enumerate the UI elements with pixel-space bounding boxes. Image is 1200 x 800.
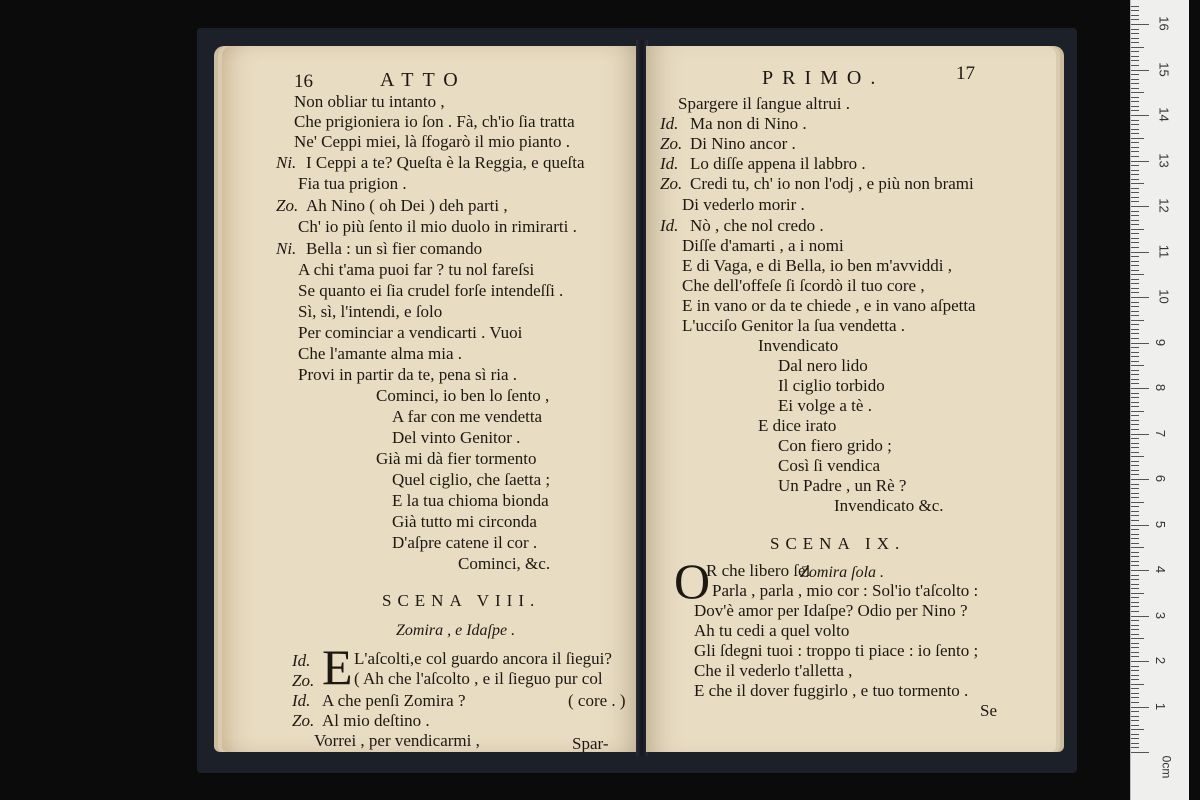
ruler-tick <box>1131 652 1139 653</box>
text-line: E di Vaga, e di Bella, io ben m'avviddi , <box>682 256 952 275</box>
ruler-number: 14 <box>1156 107 1172 122</box>
ruler-tick <box>1131 60 1139 61</box>
ruler-tick <box>1131 215 1139 216</box>
ruler-tick <box>1131 47 1144 48</box>
text-line: Spargere il ſangue altrui . <box>678 94 850 113</box>
ruler-tick <box>1131 484 1139 485</box>
ruler-tick <box>1131 534 1139 535</box>
ruler-tick <box>1131 616 1149 617</box>
ruler-tick <box>1131 415 1139 416</box>
ruler-tick <box>1131 520 1139 521</box>
ruler-tick <box>1131 211 1139 212</box>
ruler-tick <box>1131 429 1139 430</box>
ruler-number: 13 <box>1156 152 1172 168</box>
text-line: Che dell'offeſe ſi ſcordò il tuo core , <box>682 276 925 295</box>
ruler-tick <box>1131 597 1139 598</box>
text-line <box>660 216 824 236</box>
ruler-tick <box>1131 424 1139 425</box>
ruler-tick <box>1131 352 1139 353</box>
ruler-tick <box>1131 297 1149 298</box>
ruler-tick <box>1131 729 1144 730</box>
text-line <box>276 239 482 259</box>
ruler-tick <box>1131 547 1144 548</box>
speaker-label: Id. <box>292 691 311 710</box>
ruler-tick <box>1131 406 1139 407</box>
ruler-tick <box>1131 151 1139 152</box>
ruler-tick <box>1131 120 1139 121</box>
ruler-tick <box>1131 124 1139 125</box>
text-line: Che il vederlo t'alletta , <box>694 661 853 680</box>
ruler-tick <box>1131 229 1144 230</box>
ruler-number: 16 <box>1156 16 1172 31</box>
text-line: Di vederlo morir . <box>682 195 805 214</box>
ruler-tick <box>1131 242 1139 243</box>
ruler-tick <box>1131 29 1139 30</box>
ruler-tick <box>1131 315 1139 316</box>
ruler-tick <box>1131 347 1139 348</box>
ruler-tick <box>1131 611 1139 612</box>
ruler-tick <box>1131 447 1139 448</box>
ruler-number: 11 <box>1156 244 1172 258</box>
text-line: A far con me vendetta <box>392 407 543 426</box>
line-text: Al mio deſtino . <box>322 711 430 730</box>
text-line: Gli ſdegni tuoi : troppo ti piace : io ſento ; <box>694 641 979 660</box>
text-line: Che l'amante alma mia . <box>298 344 463 363</box>
ruler-tick <box>1131 452 1139 453</box>
text-line: Che prigioniera io ſon . Fà, ch'io ſia tratta <box>294 112 575 131</box>
text-line <box>660 174 974 194</box>
ruler-tick <box>1131 10 1139 11</box>
text-line: Dov'è amor per Idaſpe? Odio per Nino ? <box>694 601 968 620</box>
ruler-tick <box>1131 725 1139 726</box>
ruler-tick <box>1131 716 1139 717</box>
ruler-tick <box>1131 511 1139 512</box>
ruler-tick <box>1131 170 1139 171</box>
ruler-tick <box>1131 365 1144 366</box>
ruler-tick <box>1131 561 1139 562</box>
ruler-tick <box>1131 197 1139 198</box>
text-line <box>292 691 466 711</box>
ruler-tick <box>1131 279 1139 280</box>
ruler-tick <box>1131 675 1139 676</box>
ruler-tick <box>1131 56 1139 57</box>
line-text: Ah Nino ( oh Dei ) deh parti , <box>306 196 508 215</box>
ruler-tick <box>1131 752 1149 753</box>
ruler-tick <box>1131 261 1139 262</box>
speaker-label: Ni. <box>276 239 297 258</box>
ruler-number: 10 <box>1156 289 1172 304</box>
ruler-tick <box>1131 324 1139 325</box>
text-line: Provi in partir da te, pena sì ria . <box>298 365 518 384</box>
ruler-tick <box>1131 106 1139 107</box>
text-line: E che il dover fuggirlo , e tuo tormento . <box>694 681 969 700</box>
text-line <box>276 153 585 173</box>
ruler-tick <box>1131 620 1139 621</box>
ruler-tick <box>1131 252 1149 253</box>
ruler-tick <box>1131 707 1149 708</box>
ruler-tick <box>1131 593 1144 594</box>
line-text: Di Nino ancor . <box>690 134 796 153</box>
text-line <box>660 114 807 134</box>
ruler-tick <box>1131 579 1139 580</box>
ruler-tick <box>1131 142 1139 143</box>
ruler-tick <box>1131 156 1139 157</box>
text-line: Diſſe d'amarti , a i nomi <box>682 236 844 255</box>
ruler-tick <box>1131 192 1139 193</box>
ruler-tick <box>1131 602 1139 603</box>
speaker-label: Id. <box>660 114 679 133</box>
line-text: Ma non di Nino . <box>690 114 807 133</box>
ruler-number: 6 <box>1153 474 1169 483</box>
running-head: ATTO <box>380 69 467 91</box>
ruler-tick <box>1131 506 1139 507</box>
ruler-tick <box>1131 393 1139 394</box>
text-line: Dal nero lido <box>778 356 868 375</box>
ruler-tick <box>1131 397 1139 398</box>
scene-heading: SCENA VIII. <box>382 591 541 610</box>
text-line: Ah tu cedi a quel volto <box>694 621 850 640</box>
ruler-tick <box>1131 361 1139 362</box>
ruler-tick <box>1131 83 1139 84</box>
ruler-tick <box>1131 684 1144 685</box>
text-line: Sì, sì, l'intendi, e ſolo <box>298 302 443 321</box>
ruler-tick <box>1131 420 1139 421</box>
ruler-tick <box>1131 634 1139 635</box>
text-line: Con fiero grido ; <box>778 436 892 455</box>
ruler-tick <box>1131 575 1139 576</box>
ruler-number: 3 <box>1153 611 1169 619</box>
ruler-tick <box>1131 656 1139 657</box>
ruler-tick <box>1131 743 1139 744</box>
ruler-tick <box>1131 147 1139 148</box>
ruler-tick <box>1131 51 1139 52</box>
ruler-tick <box>1131 338 1139 339</box>
ruler-tick <box>1131 92 1144 93</box>
ruler-tick <box>1131 461 1139 462</box>
ruler-tick <box>1131 438 1139 439</box>
ruler-tick <box>1131 138 1144 139</box>
ruler-tick <box>1131 643 1139 644</box>
ruler-tick <box>1131 115 1149 116</box>
ruler-tick <box>1131 247 1139 248</box>
text-line: Vorrei , per vendicarmi , <box>314 731 480 750</box>
ruler-number: 5 <box>1153 520 1169 528</box>
ruler-tick <box>1131 529 1139 530</box>
text-line <box>660 134 796 154</box>
ruler-tick <box>1131 456 1144 457</box>
ruler-tick <box>1131 224 1139 225</box>
speaker-label: Ni. <box>276 153 297 172</box>
ruler-tick <box>1131 565 1139 566</box>
ruler-tick <box>1131 734 1139 735</box>
text-line: Ne' Ceppi miei, là ſfogarò il mio pianto . <box>294 132 570 151</box>
text-line <box>292 711 430 731</box>
text-line: L'ucciſo Genitor la ſua vendetta . <box>682 316 906 335</box>
ruler-tick <box>1131 388 1149 389</box>
ruler-tick <box>1131 174 1139 175</box>
ruler-tick <box>1131 97 1139 98</box>
ruler-tick <box>1131 292 1139 293</box>
text-line: Ei volge a tè . <box>778 396 872 415</box>
ruler-tick <box>1131 693 1139 694</box>
ruler-tick <box>1131 443 1139 444</box>
ruler-tick <box>1131 502 1144 503</box>
ruler-tick <box>1131 288 1139 289</box>
ruler-tick <box>1131 283 1139 284</box>
page-number: 16 <box>294 71 313 92</box>
text-line: A chi t'ama puoi far ? tu nol fareſsi <box>298 260 535 279</box>
ruler-tick <box>1131 552 1139 553</box>
ruler-tick <box>1131 638 1144 639</box>
ruler-tick <box>1131 101 1139 102</box>
text-line: Ch' io più ſento il mio duolo in rimirarti . <box>298 217 577 236</box>
text-line: Invendicato &c. <box>834 496 944 515</box>
scene-heading: SCENA IX. <box>770 534 906 553</box>
ruler-tick <box>1131 556 1139 557</box>
text-line: Parla , parla , mio cor : Sol'io t'aſcolto : <box>712 581 979 600</box>
ruler-tick <box>1131 543 1139 544</box>
line-text: Bella : un sì fier comando <box>306 239 483 258</box>
line-text: A che penſi Zomira ? <box>322 691 466 710</box>
ruler-tick <box>1131 188 1139 189</box>
ruler-tick <box>1131 383 1139 384</box>
running-head: PRIMO. <box>762 67 885 89</box>
line-text: I Ceppi a te? Queſta è la Reggia, e queſta <box>306 153 585 172</box>
ruler-tick <box>1131 370 1139 371</box>
text-line: ( Ah che l'aſcolto , e il ſieguo pur col <box>354 669 603 688</box>
ruler-tick <box>1131 320 1144 321</box>
text-line: Per cominciar a vendicarti . Vuoi <box>298 323 523 342</box>
text-line <box>660 154 866 174</box>
text-line: Fia tua prigion . <box>298 174 407 193</box>
ruler-tick <box>1131 24 1149 25</box>
ruler-tick <box>1131 479 1149 480</box>
ruler-number: 4 <box>1153 565 1169 574</box>
ruler-tick <box>1131 688 1139 689</box>
ruler-tick <box>1131 274 1144 275</box>
text-line <box>276 196 508 216</box>
ruler-tick <box>1131 711 1139 712</box>
ruler-tick <box>1131 233 1139 234</box>
left-page <box>222 46 638 752</box>
ruler-tick <box>1131 311 1139 312</box>
page-number: 17 <box>956 63 975 84</box>
ruler-tick <box>1131 70 1149 71</box>
ruler-number: 2 <box>1153 656 1169 665</box>
ruler-tick <box>1131 584 1139 585</box>
drop-capital: O <box>674 553 711 609</box>
ruler-tick <box>1131 88 1139 89</box>
speaker-label: Id. <box>660 154 679 173</box>
speaker-label: Zo. <box>276 196 299 215</box>
ruler-tick <box>1131 183 1144 184</box>
text-line: Un Padre , un Rè ? <box>778 476 907 495</box>
ruler-number: 15 <box>1156 61 1172 77</box>
ruler-tick <box>1131 110 1139 111</box>
ruler-tick <box>1131 302 1139 303</box>
text-line: Così ſi vendica <box>778 456 880 475</box>
ruler-tick <box>1131 65 1139 66</box>
ruler-number: 8 <box>1153 383 1169 392</box>
scene-subtitle: Zomira ſola . <box>800 564 885 581</box>
ruler-tick <box>1131 256 1139 257</box>
ruler-tick <box>1131 738 1139 739</box>
ruler-tick <box>1131 538 1139 539</box>
speaker-label: Zo. <box>660 174 683 193</box>
ruler-tick <box>1131 74 1139 75</box>
text-line: Invendicato <box>758 336 839 355</box>
ruler-tick <box>1131 6 1139 7</box>
text-line: Già tutto mi circonda <box>392 512 537 531</box>
ruler-tick <box>1131 201 1139 202</box>
ruler-tick <box>1131 179 1139 180</box>
ruler-unit-label: 0cm <box>1159 755 1174 779</box>
text-line: Del vinto Genitor . <box>392 428 521 447</box>
ruler-tick <box>1131 411 1144 412</box>
text-line: Già mi dà fier tormento <box>376 449 537 468</box>
ruler-tick <box>1131 15 1139 16</box>
ruler-tick <box>1131 402 1139 403</box>
ruler-tick <box>1131 434 1149 435</box>
ruler-number: 7 <box>1153 429 1169 437</box>
ruler-tick <box>1131 161 1149 162</box>
ruler-tick <box>1131 470 1139 471</box>
ruler-tick <box>1131 606 1139 607</box>
ruler-tick <box>1131 647 1139 648</box>
ruler-tick <box>1131 679 1139 680</box>
catchword: Se <box>980 701 997 720</box>
ruler-tick <box>1131 265 1139 266</box>
speaker-label: Zo. <box>292 671 315 690</box>
text-line: E la tua chioma bionda <box>392 491 549 510</box>
text-line: Il ciglio torbido <box>778 376 885 395</box>
ruler-tick <box>1131 19 1139 20</box>
ruler-tick <box>1131 306 1139 307</box>
ruler-tick <box>1131 220 1139 221</box>
ruler-tick <box>1131 747 1139 748</box>
line-text: Nò , che nol credo . <box>690 216 824 235</box>
ruler-tick <box>1131 702 1139 703</box>
ruler-tick <box>1131 515 1139 516</box>
text-line: D'aſpre catene il cor . <box>392 533 538 552</box>
ruler-tick <box>1131 379 1139 380</box>
ruler-tick <box>1131 343 1149 344</box>
ruler-tick <box>1131 629 1139 630</box>
right-page <box>646 46 1056 752</box>
ruler-tick <box>1131 493 1139 494</box>
ruler-tick <box>1131 474 1139 475</box>
ruler-tick <box>1131 356 1139 357</box>
ruler-tick <box>1131 625 1139 626</box>
speaker-label: Zo. <box>292 711 315 730</box>
ruler-tick <box>1131 33 1139 34</box>
scene-subtitle: Zomira , e Idaſpe . <box>396 622 516 639</box>
speaker-label: Id. <box>292 651 311 670</box>
text-line: Quel ciglio, che ſaetta ; <box>392 470 551 489</box>
line-text: Lo diſſe appena il labbro . <box>690 154 866 173</box>
text-line: ( core . ) <box>568 691 626 710</box>
ruler-tick <box>1131 79 1139 80</box>
text-line: Cominci, io ben lo ſento , <box>376 386 550 405</box>
ruler-number: 12 <box>1156 198 1172 213</box>
ruler-tick <box>1131 238 1139 239</box>
text-line: Cominci, &c. <box>458 554 551 573</box>
text-line: R che libero ſei <box>706 561 811 580</box>
ruler-tick <box>1131 333 1139 334</box>
ruler-tick <box>1131 670 1139 671</box>
ruler-tick <box>1131 666 1139 667</box>
ruler-tick <box>1131 720 1139 721</box>
ruler-tick <box>1131 133 1139 134</box>
ruler-tick <box>1131 206 1149 207</box>
ruler-tick <box>1131 465 1139 466</box>
ruler-tick <box>1131 525 1149 526</box>
measuring-ruler <box>1130 0 1189 800</box>
speaker-label: Id. <box>660 216 679 235</box>
ruler-tick <box>1131 38 1139 39</box>
ruler-tick <box>1131 497 1139 498</box>
ruler-tick <box>1131 270 1139 271</box>
text-line: E in vano or da te chiede , e in vano aſpetta <box>682 296 976 315</box>
ruler-number: 9 <box>1153 338 1169 346</box>
text-line: E dice irato <box>758 416 837 435</box>
drop-capital: E <box>322 639 353 695</box>
ruler-tick <box>1131 374 1139 375</box>
ruler-tick <box>1131 129 1139 130</box>
speaker-label: Zo. <box>660 134 683 153</box>
ruler-tick <box>1131 165 1139 166</box>
text-line: Non obliar tu intanto , <box>294 92 445 111</box>
ruler-tick <box>1131 488 1139 489</box>
ruler-tick <box>1131 570 1149 571</box>
catchword: Spar- <box>572 734 609 752</box>
ruler-tick <box>1131 588 1139 589</box>
text-line: L'aſcolti,e col guardo ancora il ſiegui? <box>354 649 612 668</box>
ruler-tick <box>1131 329 1139 330</box>
ruler-tick <box>1131 661 1149 662</box>
ruler-number: 1 <box>1153 702 1169 710</box>
text-line: Se quanto ei ſia crudel forſe intendeſſi . <box>298 281 564 300</box>
ruler-tick <box>1131 697 1139 698</box>
ruler-tick <box>1131 42 1139 43</box>
line-text: Credi tu, ch' io non l'odj , e più non brami <box>690 174 974 193</box>
